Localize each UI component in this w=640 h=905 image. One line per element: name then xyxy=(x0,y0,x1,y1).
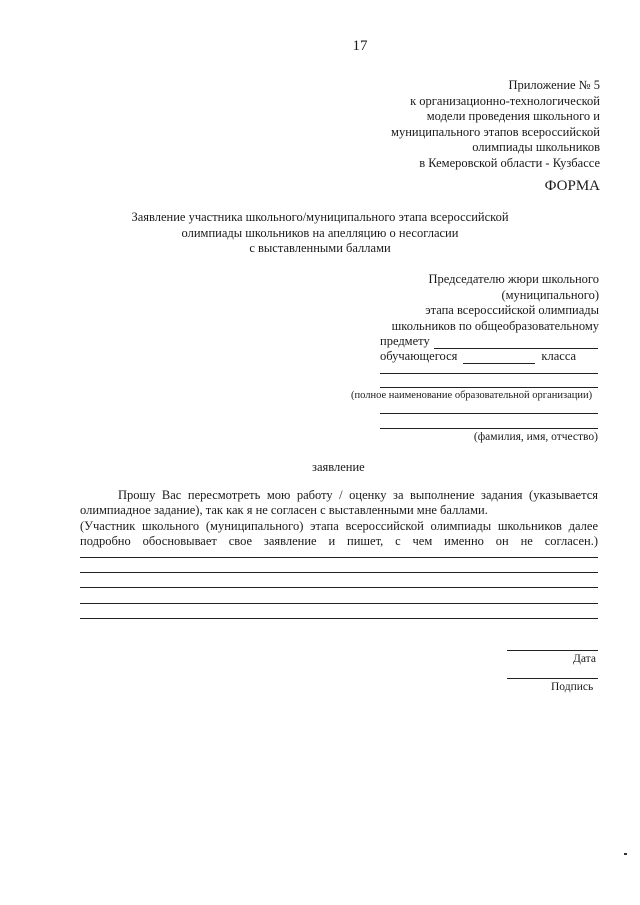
full-name-fill-line[interactable] xyxy=(380,413,598,414)
date-label: Дата xyxy=(573,653,596,665)
addressee-line: школьников по общеобразовательному xyxy=(391,318,599,333)
full-name-caption: (фамилия, имя, отчество) xyxy=(473,431,598,443)
title-line: Заявление участника школьного/муниципального этапа всероссийской xyxy=(131,210,509,224)
appendix-line: муниципального этапов всероссийской xyxy=(391,124,600,139)
title-line: олимпиады школьников на апелляцию о несогласии xyxy=(181,225,459,240)
statement-fill-line[interactable] xyxy=(80,603,598,604)
appendix-block xyxy=(391,78,600,172)
addressee-line: (муниципального) xyxy=(501,287,599,302)
addressee-block xyxy=(392,272,599,334)
organization-fill-line[interactable] xyxy=(380,373,598,374)
scan-speck xyxy=(624,853,627,855)
paragraph-line: Прошу Вас пересмотреть мою работу / оценку за выполнение задания (указывается xyxy=(118,488,598,502)
appendix-line: в Кемеровской области - Кузбассе xyxy=(419,155,600,170)
statement-heading: заявление xyxy=(312,460,365,474)
subject-fill-line[interactable] xyxy=(434,337,598,349)
statement-fill-line[interactable] xyxy=(80,587,598,588)
appendix-line: олимпиады школьников xyxy=(472,140,600,155)
signature-label: Подпись xyxy=(551,681,594,693)
subject-label: предмету xyxy=(380,334,430,348)
statement-fill-line[interactable] xyxy=(80,618,598,619)
organization-fill-line[interactable] xyxy=(380,387,598,388)
paragraph-line: олимпиадное задание), так как я не согласен с выставленными мне баллами. xyxy=(80,503,488,518)
statement-fill-line[interactable] xyxy=(80,572,598,573)
subject-field-row xyxy=(380,334,598,349)
appendix-line: Приложение № 5 xyxy=(508,78,600,92)
addressee-line: этапа всероссийской олимпиады xyxy=(425,303,599,318)
student-field-row xyxy=(380,349,598,364)
title-line: с выставленными баллами xyxy=(249,241,391,256)
addressee-line: Председателю жюри школьного xyxy=(428,272,599,286)
statement-fill-line[interactable] xyxy=(80,557,598,558)
signature-fill-line[interactable] xyxy=(507,678,598,679)
paragraph-line: (Участник школьного (муниципального) этапа всероссийской олимпиады школьников далее xyxy=(80,518,598,533)
date-fill-line[interactable] xyxy=(507,650,598,651)
form-label: ФОРМА xyxy=(544,178,600,194)
appendix-line: модели проведения школьного и xyxy=(426,109,600,124)
class-fill-line[interactable] xyxy=(463,352,535,364)
full-name-fill-line[interactable] xyxy=(380,428,598,429)
paragraph-line: подробно обосновывает свое заявление и пишет, с чем именно он не согласен.) xyxy=(80,534,598,549)
appendix-line: к организационно-технологической xyxy=(410,93,600,108)
statement-paragraph xyxy=(80,488,598,550)
student-label: обучающегося xyxy=(380,349,458,363)
document-title xyxy=(120,210,520,257)
page-number: 17 xyxy=(352,38,368,54)
organization-caption: (полное наименование образовательной организации) xyxy=(351,390,593,401)
class-label: класса xyxy=(541,349,577,363)
